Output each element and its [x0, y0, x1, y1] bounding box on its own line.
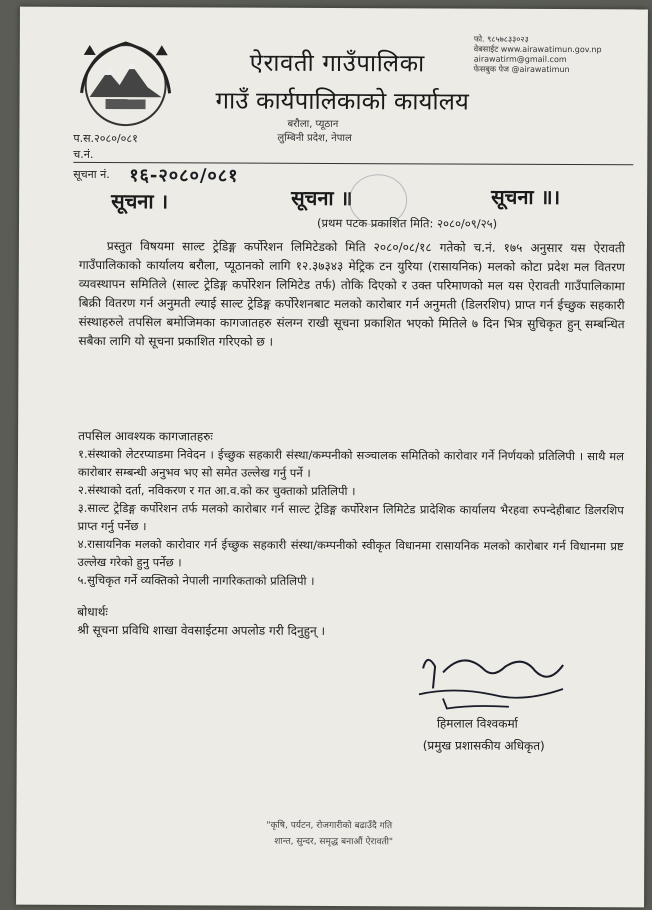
- contact-block: [474, 35, 602, 76]
- heading-notice-3: सूचना ॥।: [491, 184, 561, 209]
- handwritten-signature: [413, 648, 583, 717]
- municipality-title: ऐरावती गाउँपालिका: [249, 48, 425, 78]
- list-item: ३.साल्ट ट्रेडिङ्ग कर्पोरेशन तर्फ मलको कारोबार गर्न साल्ट ट्रेडिङ्ग कर्पोरेशन लिमिटेड प्रादेशिक कार्यालय भैरहवा रुपन्देहीबाट डिलरशिप प्राप्त गर्नु पर्नेछ ।: [77, 500, 624, 534]
- list-item: १.संस्थाको लेटरप्याडमा निवेदन । ईच्छुक सहकारी संस्था/कम्पनीको सञ्चालक समितिको कारोवार गर्ने निर्णयको प्रतिलिपी । साथै मल कारोबार सम्बन्धी अनुभव भए सो समेत उल्लेख गर्नु पर्ने ।: [77, 446, 625, 480]
- signatory-name: हिमलाल विश्वकर्मा: [436, 716, 518, 731]
- notice-body: प्रस्तुत विषयमा साल्ट ट्रेडिङ्ग कर्पोरेशन लिमिटेडको मिति २०८०/०८/१८ गतेको च.नं. १७५ अनुसार यस ऐरावती गाउँपालिकाको कार्यालय बरौला, प्यूठानको लागि १२.३७३४३ मेट्रिक टन युरिया (रासायनिक) मलको कोटा प्रदेश मल वितरण व्यवस्थापन समितिले (साल्ट ट्रेडिङ्ग कर्पोरेशन लिमिटेड तर्फ) तोकि दिएको र उक्त परिमाणको मल यस ऐरावती गाउँपालिकामा बिक्री वितरण गर्न अनुमती ल्याई साल्ट ट्रेडिङ्ग कर्पोरेशनबाट मलको कारोबार गर्न अनुमती (डिलरशिप) प्राप्त गर्न ईच्छुक सहकारी संस्थाहरुले तपसिल बमोजिमका कागजातहरु संलग्न राखी सूचना प्रकाशित भएको मितिले ७ दिन भित्र सुचिकृत हुन् सम्बन्धित सबैका लागि यो सूचना प्रकाशित गरिएको छ ।: [78, 239, 625, 349]
- contact-facebook: फेसबुक पेज @airawatimun: [473, 64, 570, 75]
- list-item: ४.रासायनिक मलको कारोवार गर्न ईच्छुक सहकारी संस्था/कम्पनीको स्वीकृत विधानमा रासायनिक मलको कारोबार गर्न विधानमा प्रष्ट उल्लेख गरेको हुनु पर्नेछ ।: [77, 536, 624, 570]
- dispatch-number: च.नं.: [73, 147, 94, 161]
- office-title: गाउँ कार्यपालिकाको कार्यालय: [215, 86, 469, 116]
- contact-email: airawatirm@gmail.com: [473, 54, 567, 65]
- cc-label: बोधार्थः: [77, 604, 108, 620]
- notice-number-label: सूचना नं.: [73, 167, 110, 182]
- list-item: ५.सुचिकृत गर्ने व्यक्तिको नेपाली नागरिकताको प्रतिलिपी ।: [77, 572, 315, 588]
- documents-list: [77, 445, 624, 591]
- published-date: (प्रथम पटक प्रकाशित मिति: २०८०/०९/२५): [316, 215, 498, 231]
- cc-line: श्री सूचना प्रविधि शाखा वेवसाईटमा अपलोड गरी दिनुहुन् ।: [77, 622, 326, 638]
- address-line-1: बरौला, प्यूठान: [287, 118, 339, 131]
- reference-number: प.स.२०८०/०८१: [73, 131, 138, 146]
- slogan-line-1: "कृषि, पर्यटन, रोजगारीको बढाउँदै गति: [266, 820, 393, 832]
- address-line-2: लुम्बिनी प्रदेश, नेपाल: [277, 132, 352, 145]
- heading-notice-1: सूचना ।: [111, 189, 169, 214]
- list-item: २.संस्थाको दर्ता, नविकरण र गत आ.व.को कर चुक्ताको प्रतिलिपी ।: [77, 482, 356, 499]
- notice-document: [16, 7, 648, 908]
- documents-heading: तपसिल आवश्यक कागजातहरुः: [78, 428, 213, 444]
- contact-phone: फो. ९८५७८३३०२३: [473, 34, 529, 44]
- municipality-emblem-icon: [75, 35, 175, 131]
- contact-website: वेबसाईट www.airawatimun.gov.np: [473, 44, 602, 55]
- notice-number-handwritten: १६-२०८०/०८१: [129, 165, 239, 187]
- slogan-line-2: शान्त, सुन्दर, समृद्ध बनाऔं ऐरावती": [274, 836, 394, 848]
- heading-notice-2: सूचना ॥: [291, 185, 353, 211]
- signatory-title: (प्रमुख प्रशासकीय अधिकृत): [422, 738, 545, 753]
